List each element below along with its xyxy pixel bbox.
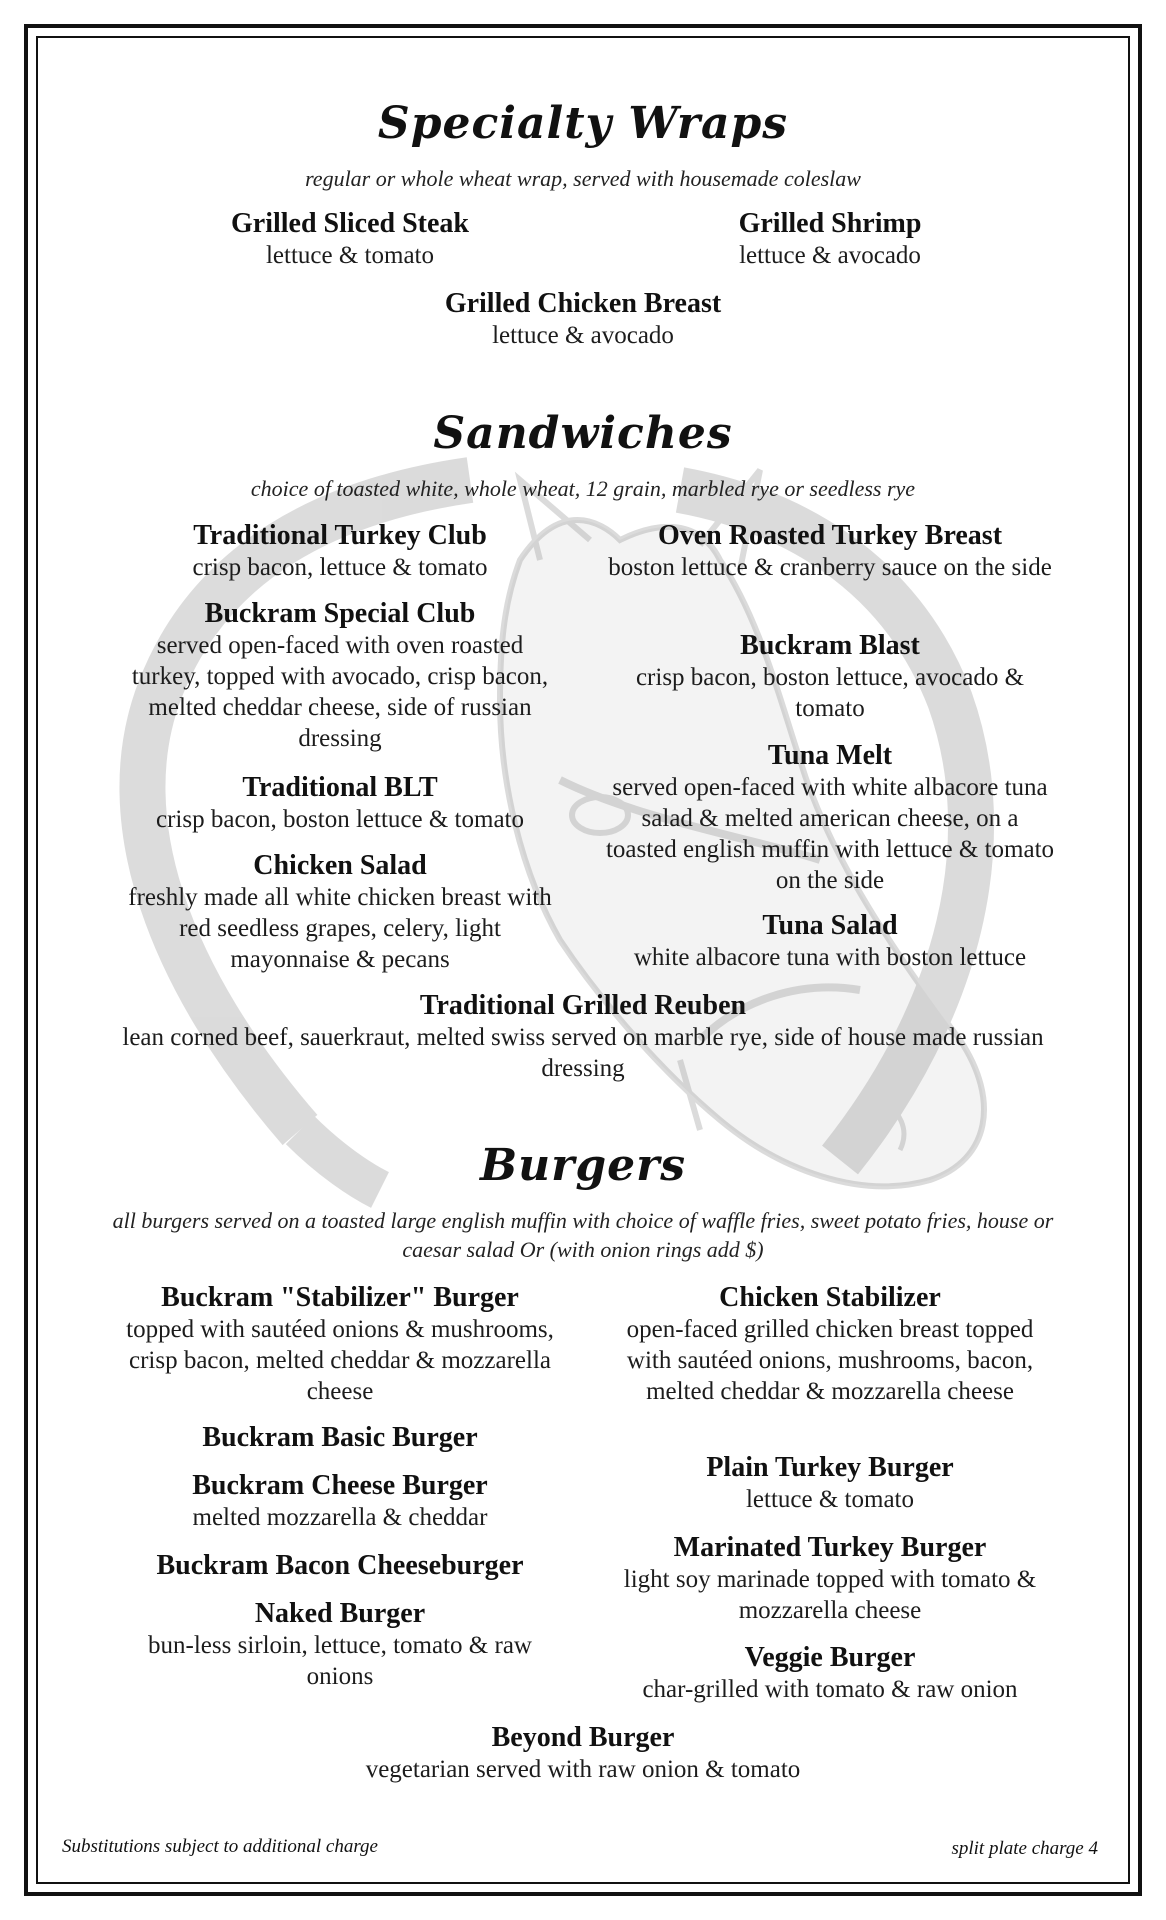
menu-item <box>605 1452 1055 1515</box>
item-desc: lettuce & avocado <box>739 242 921 269</box>
menu-item <box>605 740 1055 896</box>
item-name: Buckram Blast <box>740 630 920 661</box>
footer-substitutions: Substitutions subject to additional charge <box>62 1836 378 1857</box>
menu-item <box>605 1532 1055 1626</box>
item-name: Traditional BLT <box>242 772 438 803</box>
item-desc: bun-less sirloin, lettuce, tomato & raw onions <box>148 1632 532 1690</box>
menu-item <box>605 520 1055 583</box>
menu-item <box>120 520 560 583</box>
item-desc: crisp bacon, boston lettuce, avocado & tomato <box>635 664 1025 722</box>
menu-item <box>120 1422 560 1454</box>
menu-item <box>120 1598 560 1692</box>
item-desc: light soy marinade topped with tomato & mozzarella cheese <box>623 1566 1037 1624</box>
menu-item <box>120 850 560 975</box>
section-title-sandwiches: Sandwiches <box>433 408 733 459</box>
item-name: Buckram Cheese Burger <box>192 1470 488 1501</box>
section-title-wraps: Specialty Wraps <box>377 98 789 149</box>
item-desc: lean corned beef, sauerkraut, melted swiss served on marble rye, side of house made russian dressing <box>122 1024 1044 1082</box>
menu-item <box>605 1642 1055 1705</box>
item-name: Veggie Burger <box>744 1642 916 1673</box>
item-desc: served open-faced with white albacore tuna salad & melted american cheese, on a toasted english muffin with lettuce & tomato on the side <box>605 774 1055 894</box>
item-name: Plain Turkey Burger <box>706 1452 954 1483</box>
menu-item <box>120 1470 560 1533</box>
item-desc: vegetarian served with raw onion & tomato <box>365 1756 801 1783</box>
menu-item <box>630 208 1030 271</box>
section-note-wraps: regular or whole wheat wrap, served with housemade coleslaw <box>305 166 861 191</box>
item-name: Chicken Stabilizer <box>719 1282 941 1313</box>
menu-item <box>100 990 1066 1084</box>
menu-item <box>0 1722 1166 1785</box>
menu-item <box>605 630 1055 724</box>
menu-item <box>605 910 1055 973</box>
item-name: Naked Burger <box>254 1598 426 1629</box>
menu-item <box>120 1282 560 1407</box>
section-title-burgers: Burgers <box>479 1140 687 1191</box>
item-desc: crisp bacon, lettuce & tomato <box>192 554 488 581</box>
item-name: Chicken Salad <box>253 850 427 881</box>
item-desc: served open-faced with oven roasted turkey, topped with avocado, crisp bacon, melted cheddar cheese, side of russian dressing <box>131 632 549 752</box>
item-name: Buckram Basic Burger <box>202 1422 478 1453</box>
item-desc: melted mozzarella & cheddar <box>192 1504 488 1531</box>
item-name: Oven Roasted Turkey Breast <box>657 520 1003 551</box>
menu-item <box>120 1550 560 1582</box>
section-note-burgers: all burgers served on a toasted large english muffin with choice of waffle fries, sweet potato fries, house or caesar salad Or (with onion rings add $) <box>112 1208 1054 1262</box>
item-name: Grilled Chicken Breast <box>444 288 722 319</box>
item-desc: topped with sautéed onions & mushrooms, crisp bacon, melted cheddar & mozzarella cheese <box>126 1316 554 1405</box>
item-name: Tuna Melt <box>767 740 893 771</box>
item-name: Traditional Turkey Club <box>193 520 487 551</box>
menu-item <box>605 1282 1055 1407</box>
item-name: Marinated Turkey Burger <box>673 1532 987 1563</box>
item-desc: crisp bacon, boston lettuce & tomato <box>156 806 524 833</box>
menu-item <box>120 598 560 754</box>
item-desc: freshly made all white chicken breast with red seedless grapes, celery, light mayonnaise & pecans <box>128 884 552 973</box>
menu-item <box>0 288 1166 351</box>
item-name: Grilled Sliced Steak <box>231 208 469 239</box>
footer-split-plate: split plate charge 4 <box>951 1838 1098 1859</box>
item-name: Buckram Bacon Cheeseburger <box>156 1550 524 1581</box>
item-name: Tuna Salad <box>762 910 898 941</box>
item-name: Beyond Burger <box>491 1722 675 1753</box>
item-desc: lettuce & tomato <box>265 242 434 269</box>
item-name: Grilled Shrimp <box>738 208 922 239</box>
item-desc: open-faced grilled chicken breast topped with sautéed onions, mushrooms, bacon, melted cheddar & mozzarella cheese <box>626 1316 1034 1405</box>
item-name: Buckram Special Club <box>204 598 476 629</box>
item-desc: char-grilled with tomato & raw onion <box>642 1676 1018 1703</box>
section-note-sandwiches: choice of toasted white, whole wheat, 12 grain, marbled rye or seedless rye <box>250 476 916 501</box>
menu-item <box>150 208 550 271</box>
item-desc: white albacore tuna with boston lettuce <box>633 944 1027 971</box>
item-desc: boston lettuce & cranberry sauce on the side <box>608 554 1052 581</box>
item-name: Buckram "Stabilizer" Burger <box>161 1282 519 1313</box>
menu-item <box>120 772 560 835</box>
item-name: Traditional Grilled Reuben <box>419 990 747 1021</box>
item-desc: lettuce & tomato <box>745 1486 914 1513</box>
item-desc: lettuce & avocado <box>492 322 674 349</box>
